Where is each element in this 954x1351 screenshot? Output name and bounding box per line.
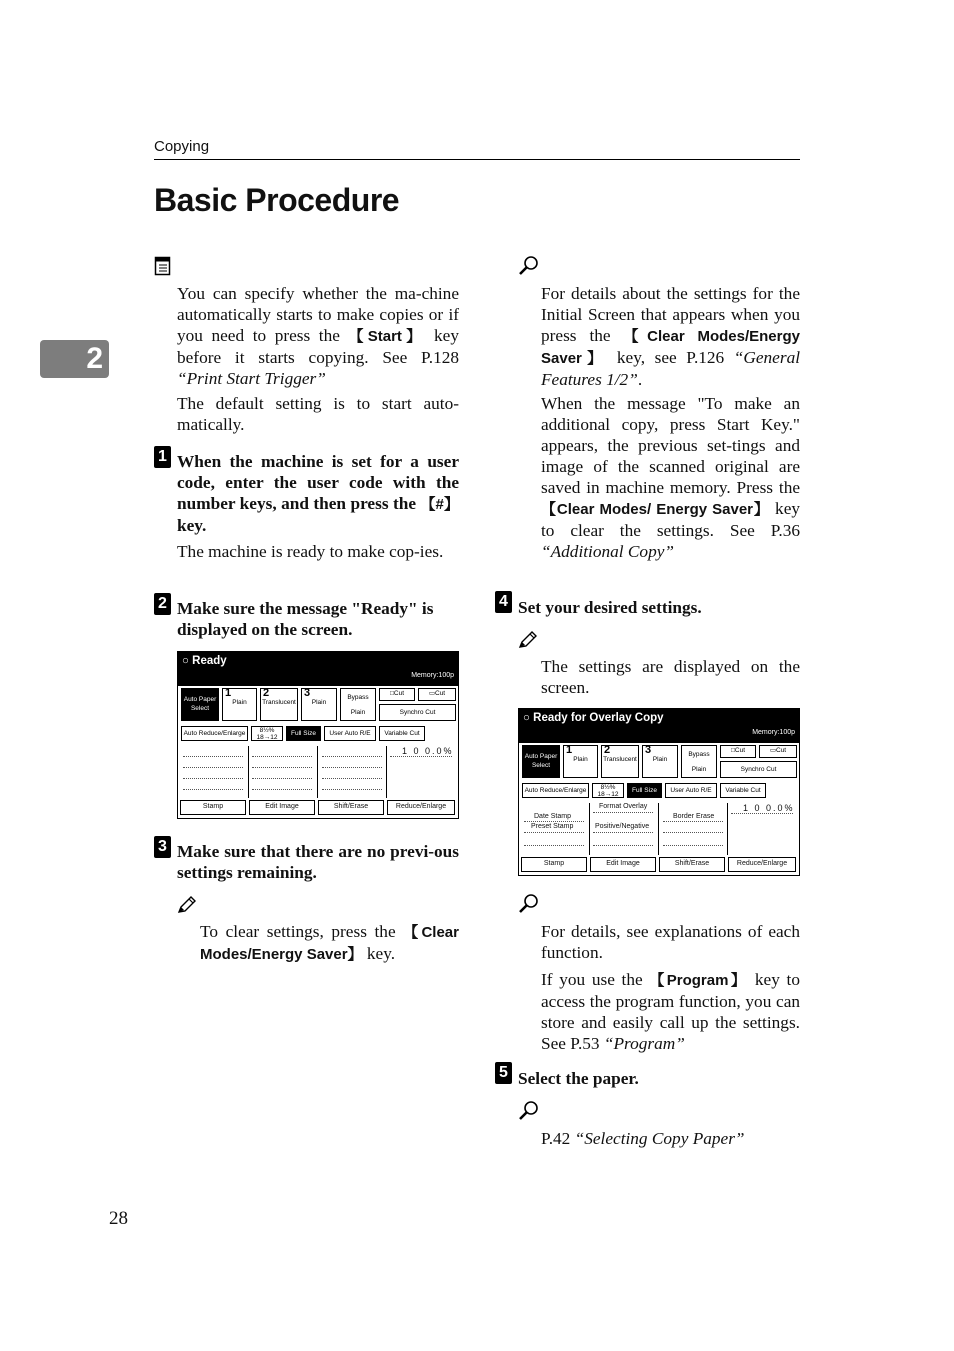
screen-title: ○ Ready: [182, 655, 227, 667]
format-overlay-label[interactable]: Format Overlay: [599, 803, 648, 810]
step-3-instruction: Make sure that there are no previ-ous settings remaining.: [177, 842, 459, 882]
ratio-percent: 1 0 0.0%: [743, 803, 795, 813]
pencil-note-icon: [518, 631, 538, 649]
user-auto-re-button[interactable]: User Auto R/E: [324, 726, 376, 741]
step-1-detail: The machine is ready to make cop-ies.: [177, 542, 444, 561]
auto-reduce-enlarge-button[interactable]: Auto Reduce/Enlarge: [181, 726, 248, 741]
reference-paragraph-4: If you use the 【Program】 key to access the program function, you can store and easily call up the settings. See P.53 “Program”: [541, 970, 800, 1053]
reference-paragraph-3: For details, see explanations of each function.: [541, 922, 800, 962]
step-4-note: The settings are displayed on the screen.: [541, 657, 800, 697]
header-rule: [154, 159, 800, 160]
reduce-enlarge-tab[interactable]: Reduce/Enlarge: [387, 800, 455, 815]
shift-erase-tab[interactable]: Shift/Erase: [318, 800, 384, 815]
cut-2-button[interactable]: ▭Cut: [759, 745, 797, 758]
overlay-screen-panel: [518, 708, 800, 876]
synchro-cut-button[interactable]: Synchro Cut: [379, 704, 456, 721]
preset-stamp-label[interactable]: Preset Stamp: [531, 823, 574, 830]
note-paragraph-2: The default setting is to start auto-matically.: [177, 394, 459, 434]
step-5-instruction: Select the paper.: [518, 1069, 639, 1088]
stamp-tab[interactable]: Stamp: [521, 857, 587, 872]
pencil-note-icon: [177, 896, 197, 914]
step-2-instruction: Make sure the message "Ready" is displayed on the screen.: [177, 599, 434, 639]
ready-screen-panel: [177, 651, 459, 819]
note-icon: [154, 256, 172, 276]
cut-1-button[interactable]: □Cut: [379, 688, 415, 701]
bypass-button[interactable]: Bypass Plain: [681, 745, 717, 778]
step-4-instruction: Set your desired settings.: [518, 598, 702, 617]
stamp-tab[interactable]: Stamp: [180, 800, 246, 815]
chapter-tab: 2: [40, 340, 109, 378]
ratio-percent: 1 0 0.0%: [402, 746, 454, 756]
step-number-4: 4: [495, 591, 512, 613]
tray-1-button[interactable]: 1 Plain: [563, 745, 598, 778]
auto-paper-select-button[interactable]: Auto Paper Select: [181, 688, 219, 721]
step-3-note: To clear settings, press the 【Clear Modes/Energy Saver】 key.: [200, 922, 459, 963]
full-size-button[interactable]: Full Size: [627, 783, 662, 798]
variable-cut-button[interactable]: Variable Cut: [379, 726, 425, 741]
reference-magnifier-icon: [518, 255, 540, 275]
page-number: 28: [109, 1208, 128, 1229]
border-erase-label[interactable]: Border Erase: [673, 813, 715, 820]
shift-erase-tab[interactable]: Shift/Erase: [659, 857, 725, 872]
screen-title-bar: [178, 652, 458, 686]
reference-paragraph-2: When the message "To make an additional copy, press Start Key." appears, the previous set-tings and image of the scanned original are saved in machine memory. Press the 【Clear Modes/ Energy Saver】 key to clear the settings. See P.36 “Additional Copy”: [541, 394, 800, 561]
tray-3-button[interactable]: 3 Plain: [301, 688, 337, 721]
note-paragraph-1: You can specify whether the ma-chine automatically starts to make copies or if you need to press the 【Start】 key before it starts copying. See P.128 “Print Start Trigger”: [177, 284, 459, 388]
tray-2-button[interactable]: 2 Translucent: [601, 745, 639, 778]
full-size-button[interactable]: Full Size: [286, 726, 321, 741]
step-number-3: 3: [154, 836, 171, 858]
step-number-2: 2: [154, 593, 171, 615]
step-number-1: 1: [154, 446, 171, 468]
reference-paragraph-1: For details about the settings for the Initial Screen that appears when you press the 【Clear Modes/Energy Saver】 key, see P.126 “General Features 1/2”.: [541, 284, 801, 389]
positive-negative-label[interactable]: Positive/Negative: [595, 823, 650, 830]
cut-1-button[interactable]: □Cut: [720, 745, 756, 758]
reduce-enlarge-tab[interactable]: Reduce/Enlarge: [728, 857, 796, 872]
ratio-button[interactable]: 8½% 18→12: [592, 783, 624, 798]
cut-2-button[interactable]: ▭Cut: [418, 688, 456, 701]
synchro-cut-button[interactable]: Synchro Cut: [720, 761, 797, 778]
date-stamp-label[interactable]: Date Stamp: [534, 813, 571, 820]
edit-image-tab[interactable]: Edit Image: [249, 800, 315, 815]
edit-image-tab[interactable]: Edit Image: [590, 857, 656, 872]
step-number-5: 5: [495, 1062, 512, 1084]
running-header: Copying: [154, 138, 210, 155]
tray-2-button[interactable]: 2 Translucent: [260, 688, 298, 721]
screen-title: ○ Ready for Overlay Copy: [523, 712, 664, 724]
memory-indicator: Memory:100p: [752, 729, 795, 736]
step-1-instruction: When the machine is set for a user code, enter the user code with the number keys, and then press the 【#】 key.: [177, 452, 459, 535]
screen-title-bar: [519, 709, 799, 743]
reference-magnifier-icon: [518, 1100, 540, 1120]
ratio-button[interactable]: 8½% 18→12: [251, 726, 283, 741]
auto-reduce-enlarge-button[interactable]: Auto Reduce/Enlarge: [522, 783, 589, 798]
user-auto-re-button[interactable]: User Auto R/E: [665, 783, 717, 798]
auto-paper-select-button[interactable]: Auto Paper Select: [522, 745, 560, 778]
memory-indicator: Memory:100p: [411, 672, 454, 679]
tray-1-button[interactable]: 1 Plain: [222, 688, 257, 721]
reference-paragraph-5: P.42 “Selecting Copy Paper”: [541, 1129, 745, 1148]
variable-cut-button[interactable]: Variable Cut: [720, 783, 766, 798]
tray-3-button[interactable]: 3 Plain: [642, 745, 678, 778]
bypass-button[interactable]: Bypass Plain: [340, 688, 376, 721]
reference-magnifier-icon: [518, 893, 540, 913]
page-title: Basic Procedure: [154, 182, 400, 218]
